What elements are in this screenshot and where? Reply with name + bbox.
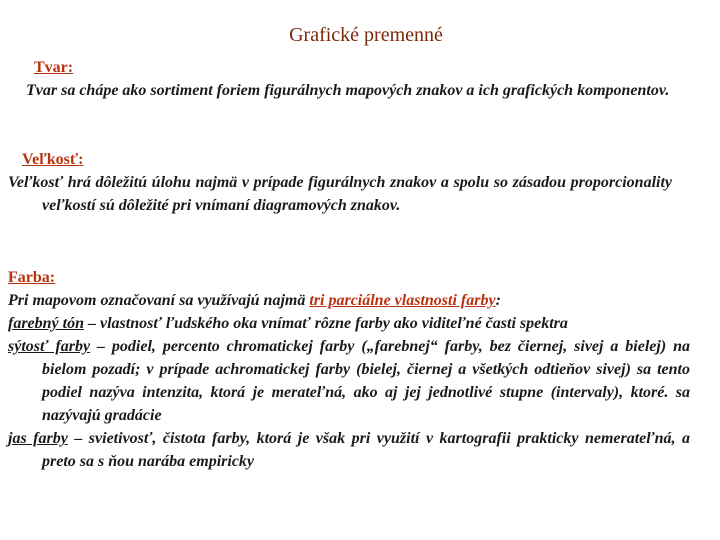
shape-text: Tvar sa chápe ako sortiment foriem figurálnych mapových znakov a ich grafických komponentov. bbox=[26, 82, 670, 99]
color-intro bbox=[8, 289, 690, 312]
color-heading: Farba: bbox=[8, 269, 56, 286]
size-heading: Veľkosť: bbox=[22, 151, 84, 168]
hue-term: farebný tón bbox=[8, 315, 84, 332]
color-intro-colon: : bbox=[495, 292, 501, 309]
section-color bbox=[8, 266, 690, 473]
hue-definition bbox=[8, 312, 690, 335]
hue-text: – vlastnosť ľudského oka vnímať rôzne farby ako viditeľné časti spektra bbox=[84, 315, 568, 332]
section-shape bbox=[26, 56, 686, 102]
brightness-term: jas farby bbox=[8, 430, 68, 447]
slide-title: Grafické premenné bbox=[289, 24, 443, 46]
saturation-term: sýtosť farby bbox=[8, 338, 91, 355]
shape-heading: Tvar: bbox=[34, 59, 74, 76]
brightness-definition bbox=[8, 427, 690, 473]
brightness-text: – svietivosť, čistota farby, ktorá je však pri využití v kartografii prakticky nemerateľná, a preto sa s ňou narába empiricky bbox=[42, 430, 691, 470]
color-intro-highlight: tri parciálne vlastnosti farby bbox=[309, 292, 496, 309]
section-size bbox=[8, 148, 672, 217]
color-intro-text: Pri mapovom označovaní sa využívajú najmä bbox=[8, 292, 310, 309]
size-text: Veľkosť hrá dôležitú úlohu najmä v prípade figurálnych znakov a spolu so zásadou proporcionality veľkostí sú dôležité pri vnímaní diagramových znakov. bbox=[8, 174, 672, 214]
saturation-text: – podiel, percento chromatickej farby („farebnej“ farby, bez čiernej, sivej a bielej) na bielom pozadí; v prípade achromatickej farby (bielej, čiernej a všetkých odtieňov sivej) sa tento podiel nazýva intenzita, ktorá je merateľná, ako aj jej jednotlivé stupne (intervaly), ktoré. sa nazývajú gradácie bbox=[42, 338, 690, 424]
saturation-definition bbox=[8, 335, 690, 427]
